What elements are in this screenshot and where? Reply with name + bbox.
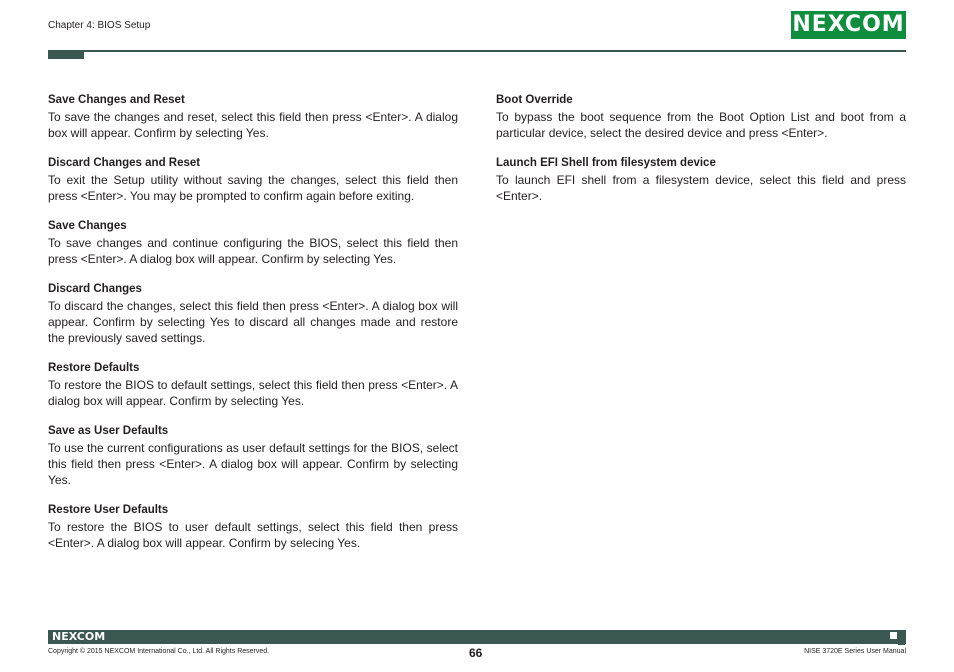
right-column [496, 93, 906, 219]
section-body: To save changes and continue configuring the BIOS, select this field then press <Enter>. A dialog box will appear. Confirm by selecting Yes. [48, 236, 458, 266]
section-heading: Discard Changes [48, 283, 142, 295]
section-heading: Save as User Defaults [48, 425, 169, 437]
left-column [48, 93, 458, 566]
section-save-changes-and-reset [48, 93, 458, 141]
footer-square-icon [898, 638, 905, 645]
section-discard-changes [48, 282, 458, 346]
nexcom-logo: NEXCOM [792, 12, 905, 37]
section-body: To restore the BIOS to user default settings, select this field then press <Enter>. A dialog box will appear. Confirm by selecing Yes. [48, 520, 458, 550]
section-save-as-user-defaults [48, 424, 458, 488]
section-body: To launch EFI shell from a filesystem device, select this field and press <Enter>. [496, 173, 906, 203]
header-accent [48, 50, 84, 59]
section-heading: Restore User Defaults [48, 504, 169, 516]
section-heading: Save Changes [48, 220, 127, 232]
footer-nexcom-logo: NEXCOM [52, 630, 106, 643]
section-heading: Boot Override [496, 94, 573, 106]
section-restore-defaults [48, 361, 458, 409]
section-launch-efi-shell [496, 156, 906, 204]
page-number: 66 [469, 646, 483, 660]
section-save-changes [48, 219, 458, 267]
section-heading: Discard Changes and Reset [48, 157, 201, 169]
section-body: To bypass the boot sequence from the Boot Option List and boot from a particular device, select the desired device and press <Enter>. [496, 110, 906, 140]
section-body: To use the current configurations as user default settings for the BIOS, select this field then press <Enter>. A dialog box will appear. Confirm by selecting Yes. [48, 441, 458, 487]
section-body: To save the changes and reset, select this field then press <Enter>. A dialog box will appear. Confirm by selecting Yes. [48, 110, 458, 140]
section-heading: Launch EFI Shell from filesystem device [496, 157, 716, 169]
footer-bar [48, 630, 906, 644]
manual-title: NISE 3720E Series User Manual [804, 648, 906, 655]
footer-square-icon [890, 632, 897, 639]
section-discard-changes-and-reset [48, 156, 458, 204]
section-body: To discard the changes, select this field then press <Enter>. A dialog box will appear. Confirm by selecting Yes to discard all changes made and restore the previously saved settings. [48, 299, 458, 345]
section-heading: Restore Defaults [48, 362, 140, 374]
header-rule [48, 50, 906, 52]
chapter-title: Chapter 4: BIOS Setup [48, 20, 151, 31]
section-body: To restore the BIOS to default settings, select this field then press <Enter>. A dialog box will appear. Confirm by selecting Yes. [48, 378, 458, 408]
section-body: To exit the Setup utility without saving the changes, select this field then press <Enter>. You may be prompted to confirm again before exiting. [48, 173, 458, 203]
copyright-text: Copyright © 2015 NEXCOM International Co., Ltd. All Rights Reserved. [48, 648, 270, 655]
section-boot-override [496, 93, 906, 141]
section-heading: Save Changes and Reset [48, 94, 185, 106]
section-restore-user-defaults [48, 503, 458, 551]
